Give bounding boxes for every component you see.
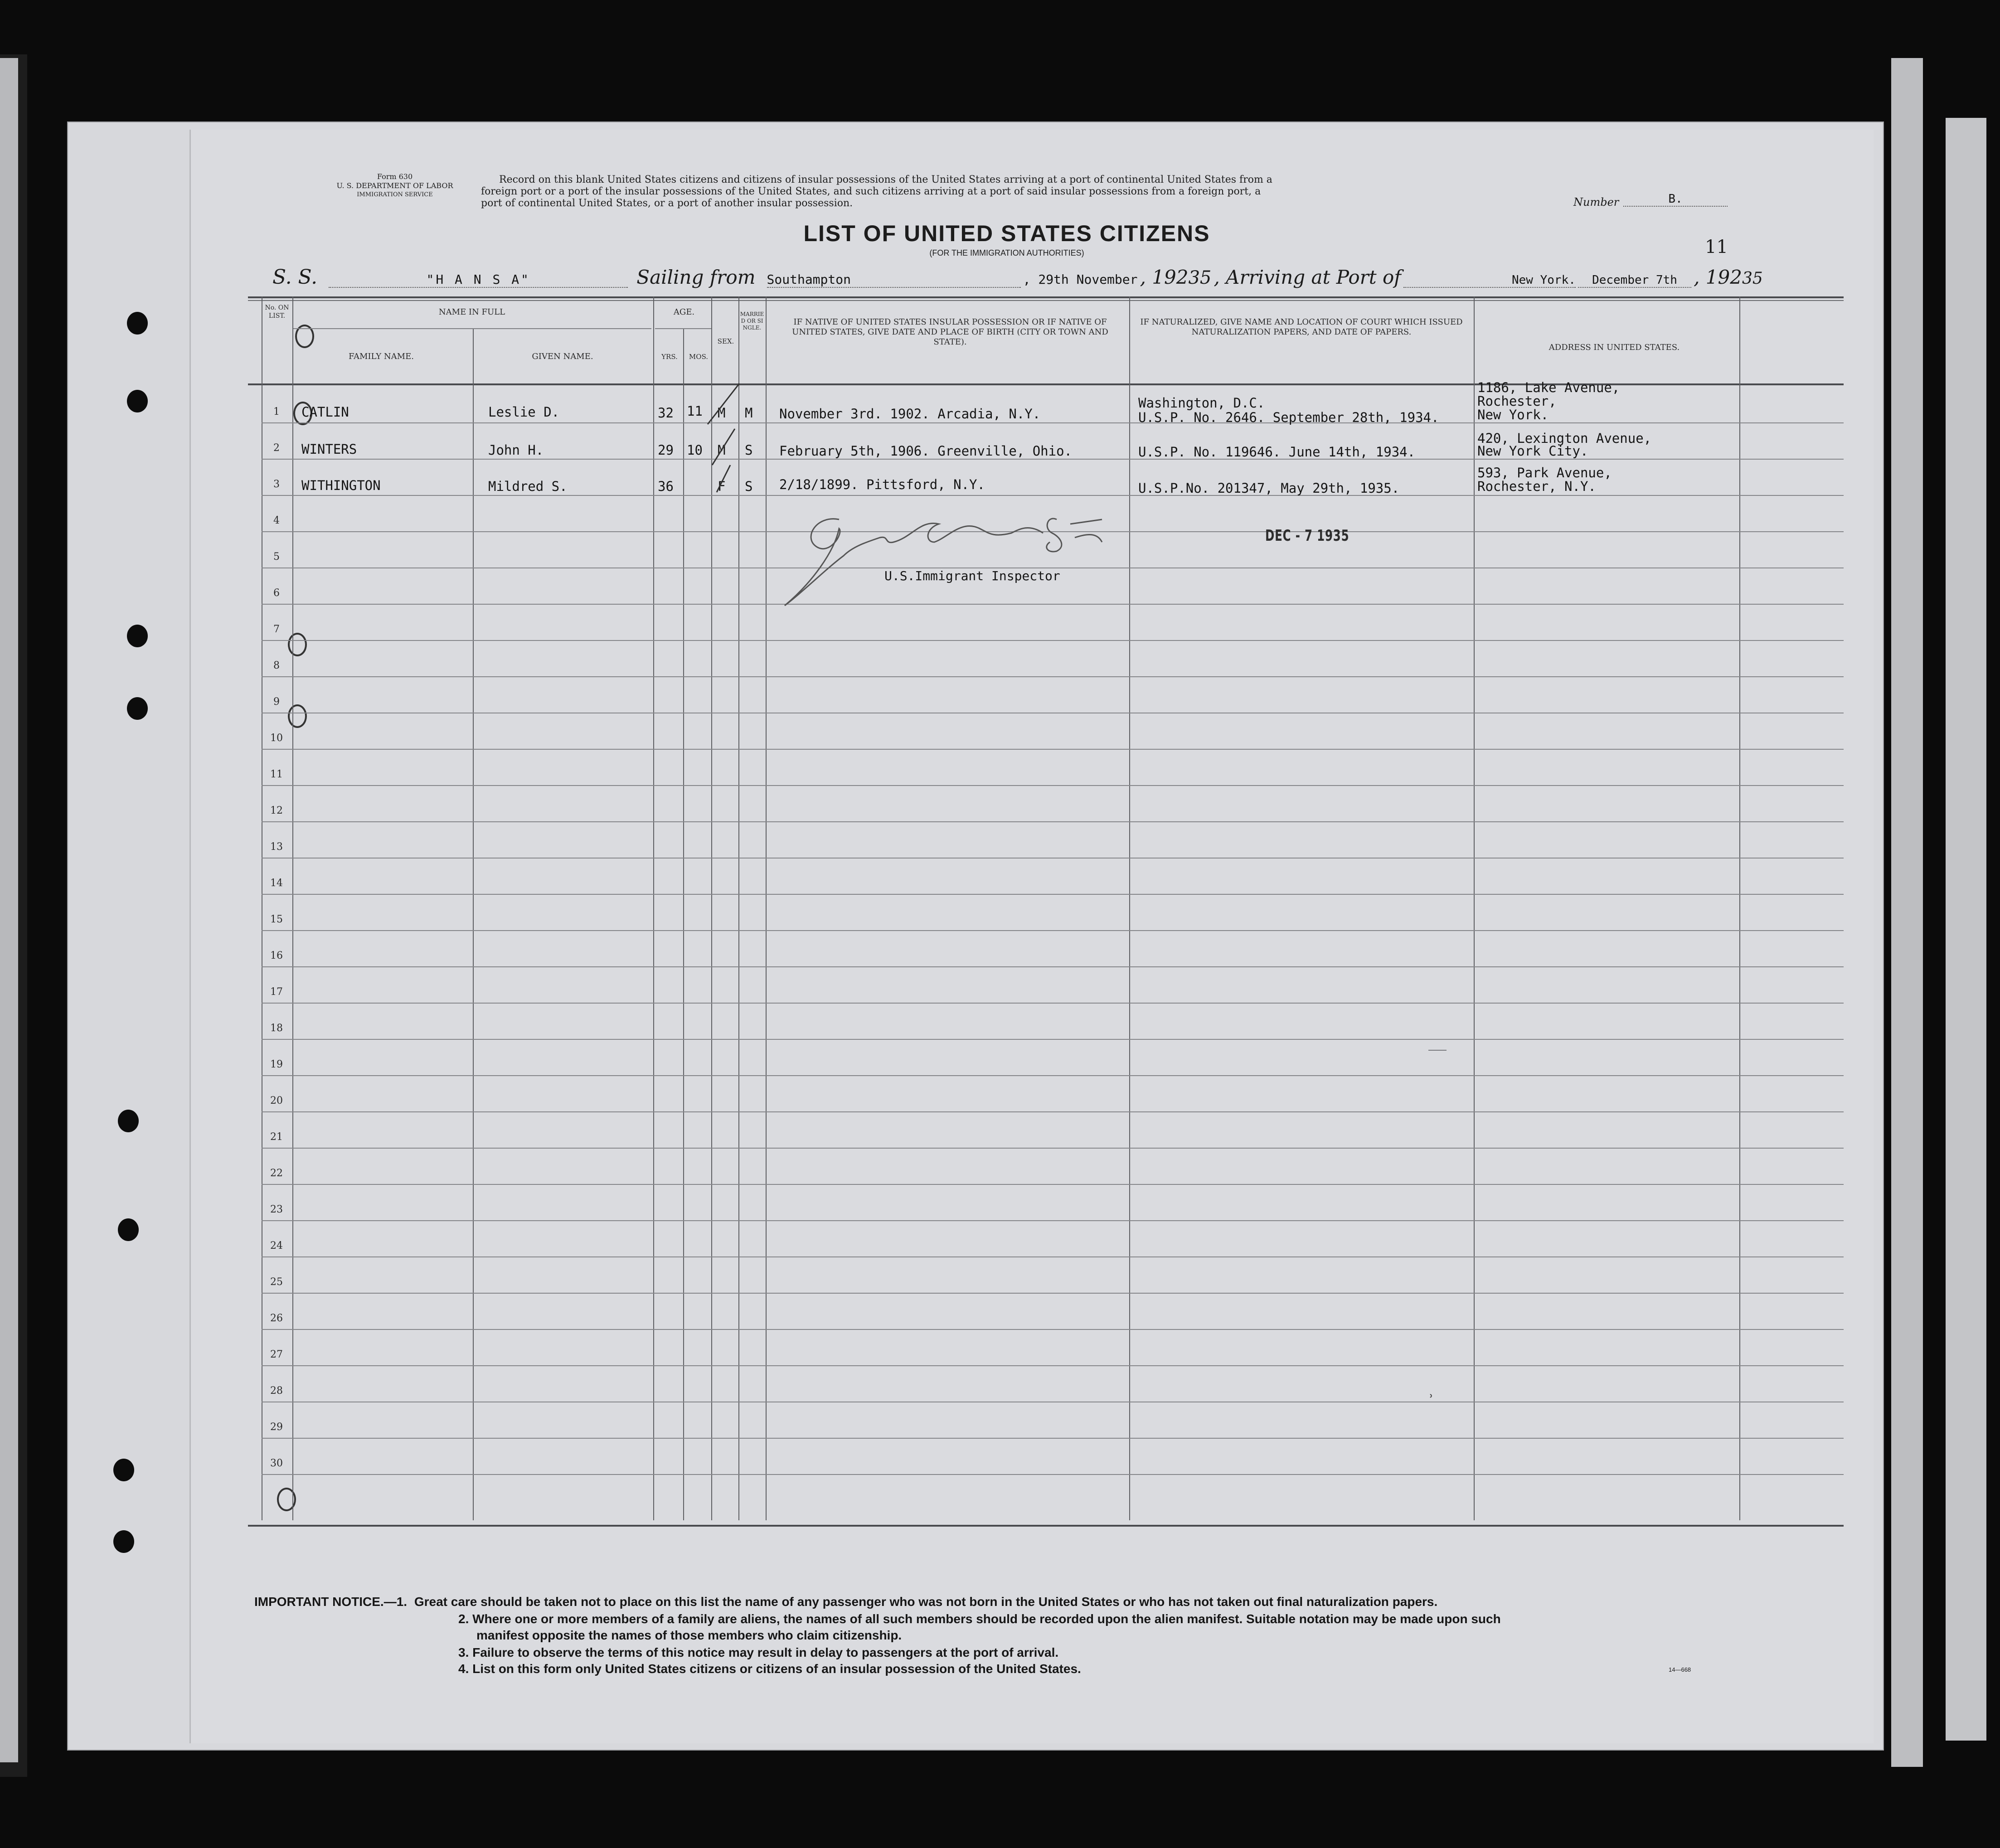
notice-item: Great care should be taken not to place on this list the name of any passenger who was not born in the United States or who has not taken out final naturalization papers.	[414, 1595, 1438, 1609]
row-number: 8	[273, 660, 280, 671]
date-stamp: DEC - 7 1935	[1265, 527, 1350, 545]
arrive-date: December 7th	[1578, 273, 1691, 288]
stray-mark	[1428, 1050, 1447, 1051]
sex: F	[718, 479, 726, 494]
family-name: WITHINGTON	[301, 478, 381, 493]
row-number: 30	[270, 1458, 283, 1469]
sailing-label: Sailing from	[636, 266, 756, 288]
col-given-name: GIVEN NAME.	[532, 352, 593, 361]
row-number: 4	[273, 515, 280, 526]
naturalization-info: Washington, D.C.	[1138, 395, 1265, 411]
address-line: Rochester,	[1477, 393, 1557, 409]
given-name: Mildred S.	[488, 479, 568, 494]
year-prefix: , 192	[1694, 266, 1742, 288]
row-rule	[262, 1438, 1844, 1439]
binder-hole	[127, 697, 148, 720]
col-yrs: YRS.	[661, 353, 678, 361]
row-number: 26	[270, 1313, 283, 1324]
marital-status: M	[745, 405, 753, 421]
row-rule	[262, 1148, 1844, 1149]
age-months: 11	[687, 403, 703, 419]
form-number: Form 630	[377, 172, 413, 181]
row-number: 5	[273, 551, 280, 563]
row-rule	[262, 1329, 1844, 1330]
ss-label: S. S.	[272, 266, 318, 289]
notice-heading	[254, 1595, 1437, 1609]
age-months: 10	[687, 442, 703, 458]
binder-hole	[118, 1110, 139, 1132]
row-rule	[262, 1184, 1844, 1185]
row-rule	[262, 930, 1844, 931]
tally-marks	[689, 374, 744, 501]
manifest-sheet	[67, 121, 1884, 1751]
row-rule	[262, 1003, 1844, 1004]
row-number: 9	[273, 696, 280, 708]
row-rule	[262, 894, 1844, 895]
service-name: IMMIGRATION SERVICE	[357, 191, 433, 198]
address-line: 1186, Lake Avenue,	[1477, 380, 1620, 395]
row-number: 19	[270, 1059, 283, 1070]
form-id	[327, 172, 463, 199]
marital-status: S	[745, 479, 753, 494]
row-number: 7	[273, 624, 280, 635]
address-line: New York City.	[1477, 443, 1588, 459]
arriving-label: , Arriving at Port of	[1214, 266, 1401, 288]
row-number: 16	[270, 950, 283, 961]
row-number: 20	[270, 1095, 283, 1106]
instructions-line: port of continental United States, or a port of another insular possession.	[481, 198, 853, 209]
col-rule	[653, 296, 654, 1520]
row-number: 21	[270, 1131, 283, 1143]
inspector-signature	[776, 501, 1129, 619]
stray-mark: ˒	[1429, 1389, 1434, 1405]
page-title: LIST OF UNITED STATES CITIZENS	[803, 221, 1210, 246]
row-number: 29	[270, 1421, 283, 1433]
sex: M	[718, 442, 726, 458]
row-number: 17	[270, 986, 283, 998]
col-no: No. ON LIST.	[265, 304, 289, 320]
instructions-line: foreign port or a port of the insular possessions of the United States, and such citizens arriving at a port of said insular possessions from a foreign port, a	[481, 186, 1261, 197]
year-prefix: , 192	[1140, 266, 1189, 288]
row-rule	[262, 821, 1844, 822]
binder-hole	[127, 312, 148, 335]
col-family-name: FAMILY NAME.	[349, 352, 414, 361]
row-rule	[262, 1075, 1844, 1076]
birth-info: 2/18/1899. Pittsford, N.Y.	[779, 477, 985, 492]
birth-info: November 3rd. 1902. Arcadia, N.Y.	[779, 406, 1041, 422]
row-rule	[262, 1256, 1844, 1257]
ship-name: "H A N S A"	[329, 272, 628, 288]
address-line: New York.	[1477, 407, 1549, 422]
row-rule	[262, 1293, 1844, 1294]
row-rule	[262, 459, 1844, 460]
row-rule	[262, 785, 1844, 786]
name-sub-rule	[293, 328, 651, 329]
col-rule	[292, 296, 293, 1520]
row-number: 28	[270, 1385, 283, 1397]
number-value: B.	[1623, 192, 1728, 207]
next-frame-sliver	[1891, 58, 1923, 1767]
number-label: Number	[1573, 196, 1619, 209]
row-rule	[262, 1111, 1844, 1112]
col-naturalized: IF NATURALIZED, GIVE NAME AND LOCATION OF COURT WHICH ISSUED NATURALIZATION PAPERS, AND DATE OF PAPERS.	[1140, 317, 1463, 337]
address-line: 593, Park Avenue,	[1477, 465, 1612, 480]
arrive-year: 35	[1742, 269, 1763, 288]
department-name: U. S. DEPARTMENT OF LABOR	[336, 181, 453, 190]
given-name: Leslie D.	[488, 404, 560, 420]
col-rule	[683, 329, 684, 1520]
col-name-in-full: NAME IN FULL	[438, 307, 505, 317]
col-rule	[1739, 296, 1740, 1520]
row-number: 13	[270, 841, 283, 853]
row-number: 22	[270, 1168, 283, 1179]
form-body	[189, 130, 1874, 1743]
naturalization-info: U.S.P. No. 2646. September 28th, 1934.	[1138, 410, 1439, 425]
row-rule	[262, 1474, 1844, 1475]
notice-item: manifest opposite the names of those members who claim citizenship.	[476, 1628, 902, 1642]
age-years: 32	[658, 405, 674, 421]
notice-item: 4. List on this form only United States citizens or citizens of an insular possession of the United States.	[458, 1662, 1081, 1676]
row-rule	[262, 495, 1844, 496]
sex: M	[718, 405, 726, 421]
col-birth: IF NATIVE OF UNITED STATES INSULAR POSSESSION OR IF NATIVE OF UNITED STATES, GIVE DATE AND PLACE OF BIRTH (CITY OR TOWN AND STATE).	[792, 317, 1108, 347]
table-top-rule	[248, 300, 1844, 301]
binder-hole	[113, 1459, 134, 1481]
col-address: ADDRESS IN UNITED STATES.	[1549, 343, 1680, 352]
voyage-line	[272, 266, 1859, 293]
row-number: 2	[273, 442, 280, 454]
address-line: 420, Lexington Avenue,	[1477, 431, 1652, 446]
row-rule	[262, 1220, 1844, 1221]
table-top-rule	[248, 296, 1844, 298]
row-number: 6	[273, 587, 280, 599]
age-years: 36	[658, 479, 674, 494]
col-rule	[473, 329, 474, 1520]
row-rule	[262, 676, 1844, 677]
next-frame-sheet	[1946, 118, 1986, 1741]
col-rule	[1474, 296, 1475, 1520]
col-sex: SEX.	[717, 337, 734, 345]
given-name: John H.	[488, 442, 544, 458]
depart-year: 35	[1188, 267, 1212, 288]
binder-hole	[113, 1530, 134, 1553]
binder-hole	[127, 390, 148, 412]
row-rule	[262, 1365, 1844, 1366]
row-rule	[262, 640, 1844, 641]
port-from: Southampton	[767, 272, 1021, 288]
row-rule	[262, 749, 1844, 750]
inspector-title: U.S.Immigrant Inspector	[884, 568, 1060, 583]
notice-heading-text: IMPORTANT NOTICE.—1.	[254, 1595, 408, 1609]
page-number: 11	[1705, 237, 1728, 257]
row-rule	[262, 422, 1844, 423]
row-rule	[262, 858, 1844, 859]
col-rule	[766, 296, 767, 1520]
col-mos: MOS.	[689, 353, 709, 361]
naturalization-info: U.S.P.No. 201347, May 29th, 1935.	[1138, 480, 1400, 496]
page-subtitle: (FOR THE IMMIGRATION AUTHORITIES)	[929, 248, 1084, 257]
binder-hole	[118, 1218, 139, 1241]
naturalization-info: U.S.P. No. 119646. June 14th, 1934.	[1138, 444, 1416, 460]
birth-info: February 5th, 1906. Greenville, Ohio.	[779, 443, 1073, 459]
row-number: 11	[270, 769, 283, 780]
family-name: WINTERS	[301, 441, 357, 457]
row-number: 14	[270, 878, 283, 889]
row-number: 23	[270, 1204, 283, 1215]
notice-item: 2. Where one or more members of a family are aliens, the names of all such members should be recorded upon the alien manifest. Suitable notation may be made upon such	[458, 1612, 1501, 1626]
row-number: 1	[273, 406, 280, 417]
depart-date: , 29th November	[1023, 272, 1138, 287]
row-number: 15	[270, 914, 283, 925]
table-bottom-rule	[248, 1525, 1844, 1527]
row-number: 3	[273, 479, 280, 490]
row-number: 18	[270, 1023, 283, 1034]
row-number: 12	[270, 805, 283, 816]
col-age: AGE.	[673, 307, 695, 317]
instructions	[481, 174, 1705, 209]
instructions-line: Record on this blank United States citizens and citizens of insular possessions of the United States arriving at a port of continental United States from a	[499, 174, 1272, 185]
punch-ring	[288, 633, 307, 656]
port-to: New York.	[1403, 273, 1576, 288]
marital-status: S	[745, 442, 753, 458]
binder-hole	[127, 625, 148, 647]
notice-item: 3. Failure to observe the terms of this notice may result in delay to passengers at the port of arrival.	[458, 1645, 1059, 1659]
row-number: 24	[270, 1240, 283, 1251]
col-married: MARRIED OR SINGLE.	[740, 311, 764, 331]
printer-code: 14—668	[1669, 1666, 1691, 1673]
age-years: 29	[658, 442, 674, 458]
row-number: 25	[270, 1276, 283, 1288]
punch-ring	[288, 704, 307, 728]
row-number: 10	[270, 732, 283, 744]
family-name: CATLIN	[301, 404, 349, 420]
row-rule	[262, 966, 1844, 967]
address-line: Rochester, N.Y.	[1477, 479, 1596, 494]
row-number: 27	[270, 1349, 283, 1360]
row-rule	[262, 1039, 1844, 1040]
col-rule	[1129, 296, 1130, 1520]
prev-frame-sheet	[0, 58, 18, 1762]
